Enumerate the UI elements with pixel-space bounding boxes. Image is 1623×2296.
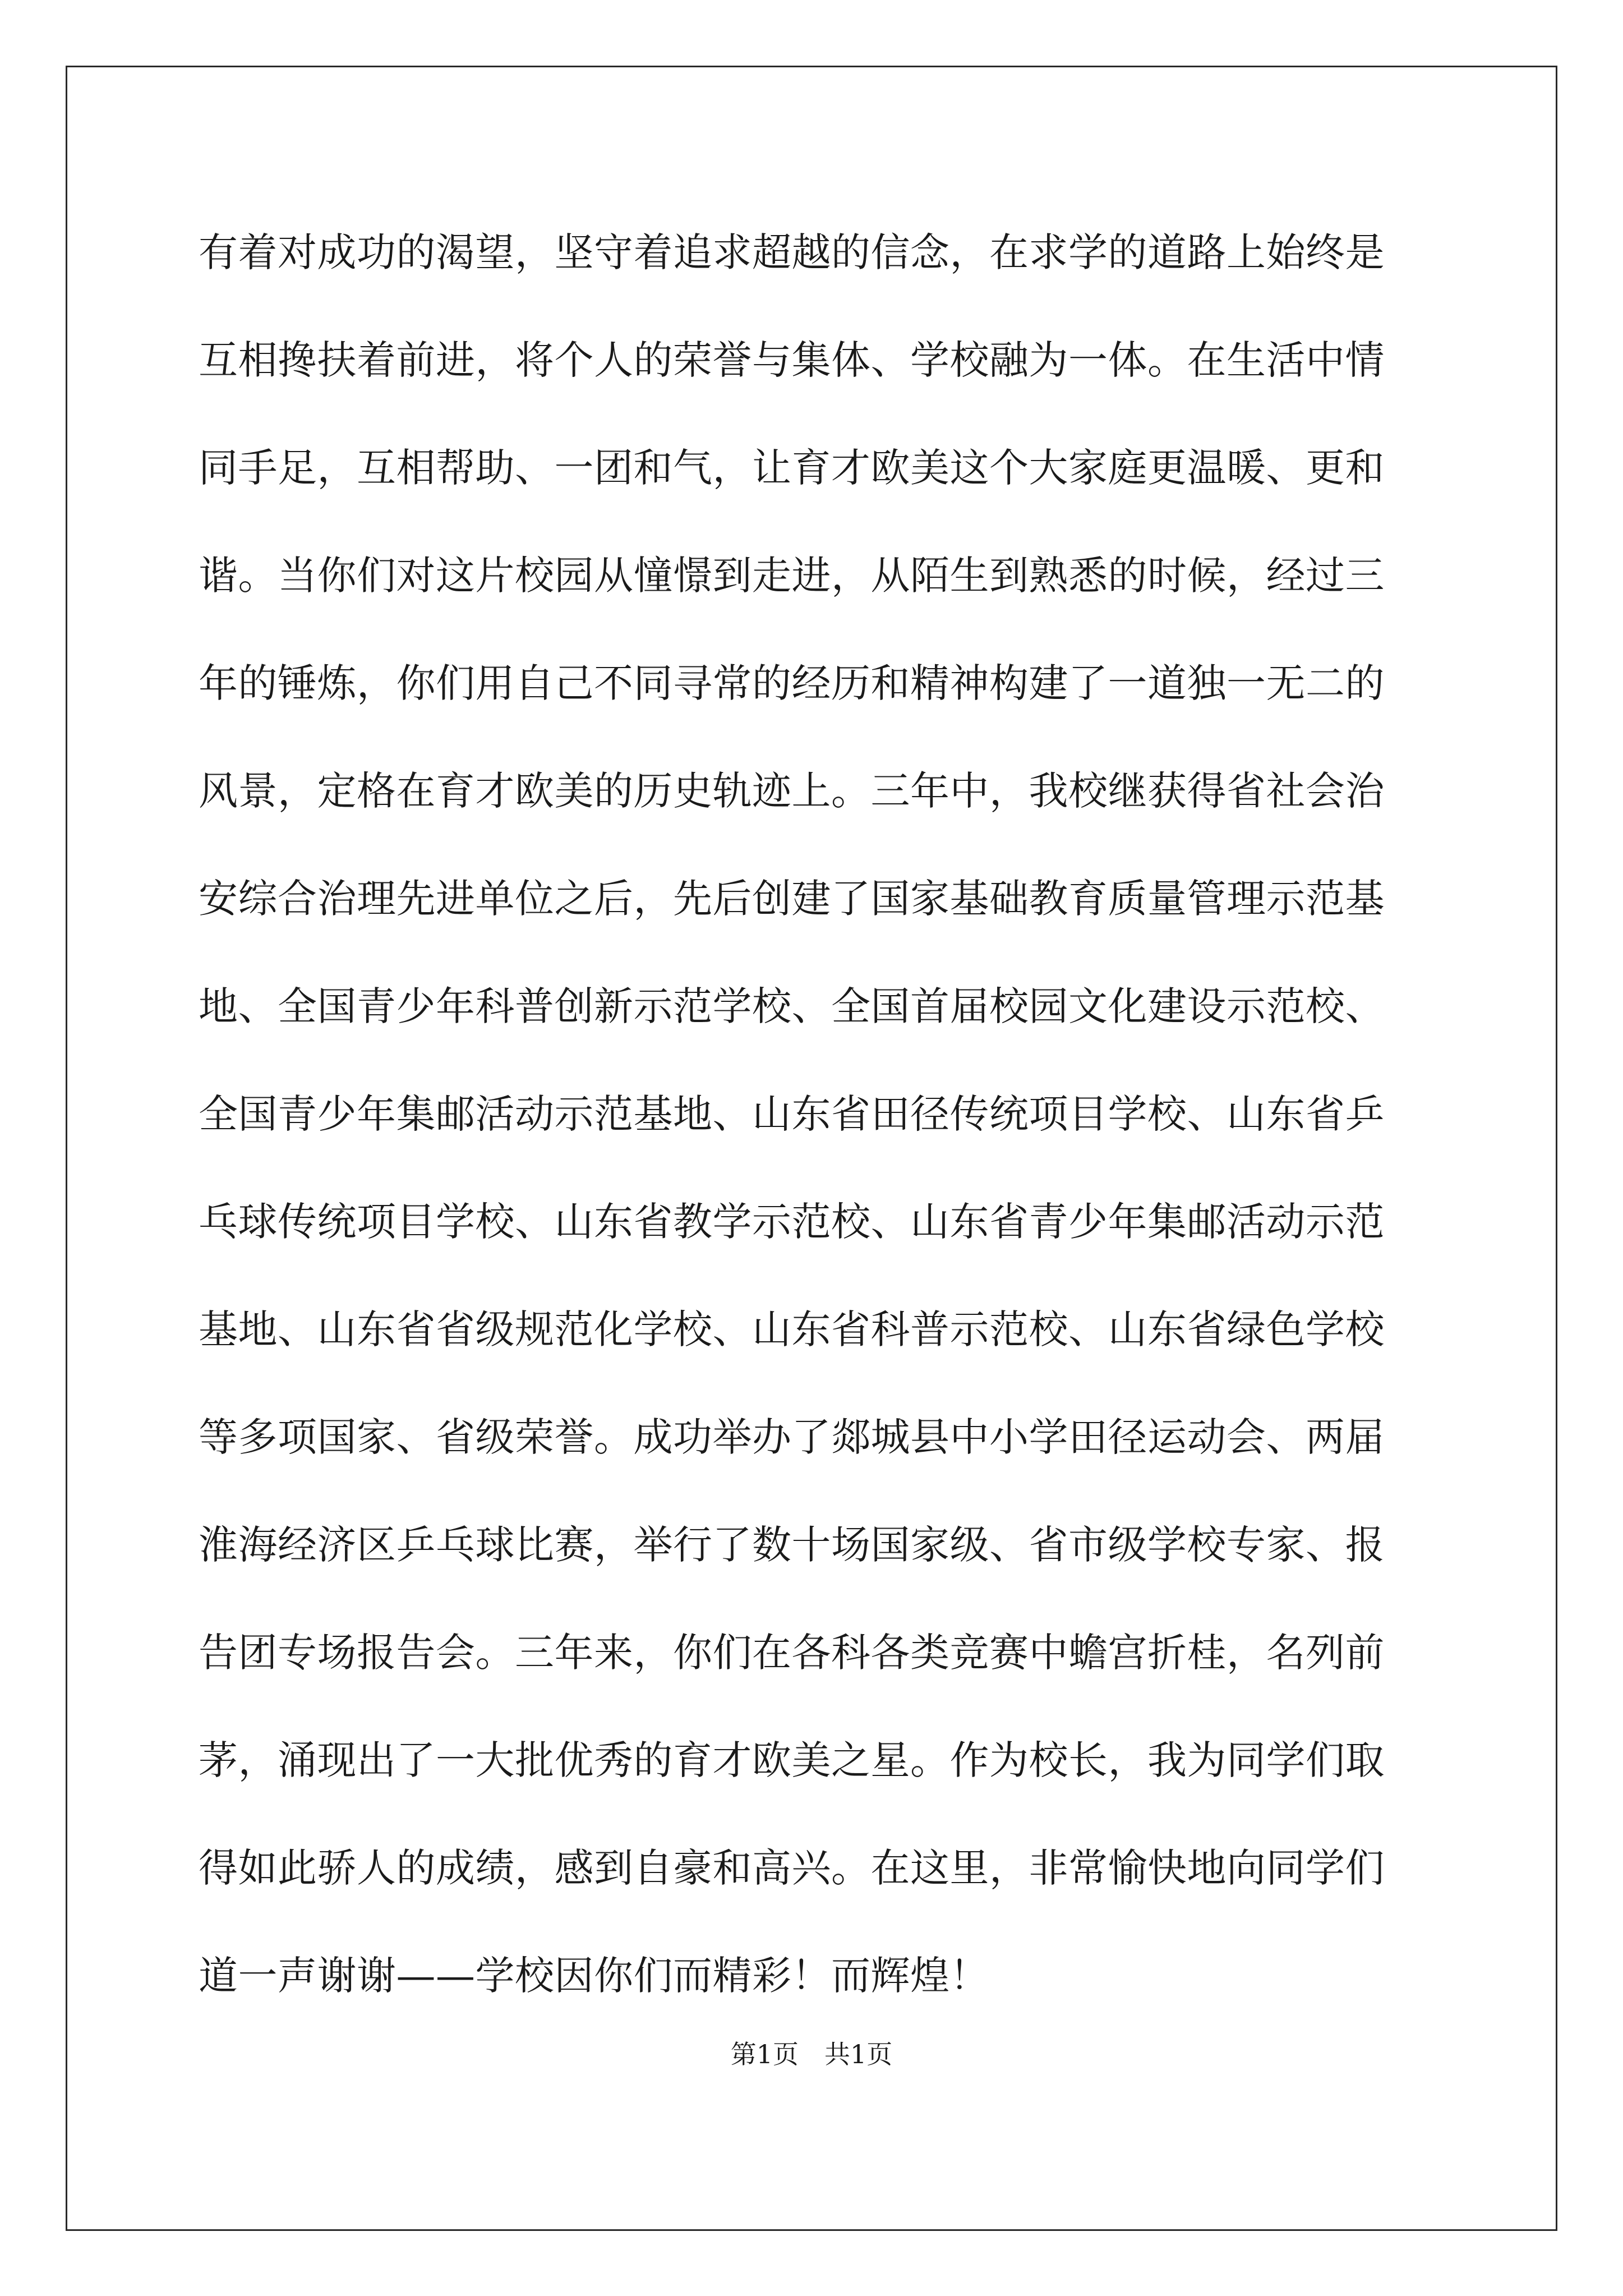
- body-text: [199, 219, 1432, 2050]
- page-footer: [0, 2037, 1623, 2071]
- text-line: 地、全国青少年科普创新示范学校、全国首届校园文化建设示范校、: [199, 983, 1385, 1029]
- text-line: 安综合治理先进单位之后，先后创建了国家基础教育质量管理示范基: [199, 876, 1385, 922]
- text-line: 年的锤炼，你们用自己不同寻常的经历和精神构建了一道独一无二的: [199, 660, 1385, 706]
- text-line: 道一声谢谢——学校因你们而精彩！而辉煌！: [199, 1953, 989, 1999]
- text-line: 等多项国家、省级荣誉。成功举办了郯城县中小学田径运动会、两届: [199, 1414, 1385, 1460]
- text-line: 乓球传统项目学校、山东省教学示范校、山东省青少年集邮活动示范: [199, 1199, 1385, 1245]
- text-line: 基地、山东省省级规范化学校、山东省科普示范校、山东省绿色学校: [199, 1306, 1385, 1352]
- text-line: 得如此骄人的成绩，感到自豪和高兴。在这里，非常愉快地向同学们: [199, 1845, 1385, 1891]
- text-line: 有着对成功的渴望，坚守着追求超越的信念，在求学的道路上始终是: [199, 229, 1385, 275]
- text-line: 告团专场报告会。三年来，你们在各科各类竞赛中蟾宫折桂，名列前: [199, 1630, 1385, 1676]
- text-line: 淮海经济区乒乓球比赛，举行了数十场国家级、省市级学校专家、报: [199, 1522, 1385, 1568]
- page-number: 第1页 共1页: [730, 2039, 893, 2069]
- text-line: 谐。当你们对这片校园从憧憬到走进，从陌生到熟悉的时候，经过三: [199, 553, 1385, 599]
- text-line: 茅，涌现出了一大批优秀的育才欧美之星。作为校长，我为同学们取: [199, 1737, 1385, 1783]
- text-line: 同手足，互相帮助、一团和气，让育才欧美这个大家庭更温暖、更和: [199, 445, 1385, 491]
- text-line: 互相搀扶着前进，将个人的荣誉与集体、学校融为一体。在生活中情: [199, 337, 1385, 383]
- text-line: 风景，定格在育才欧美的历史轨迹上。三年中，我校继获得省社会治: [199, 768, 1385, 814]
- text-line: 全国青少年集邮活动示范基地、山东省田径传统项目学校、山东省乒: [199, 1091, 1385, 1137]
